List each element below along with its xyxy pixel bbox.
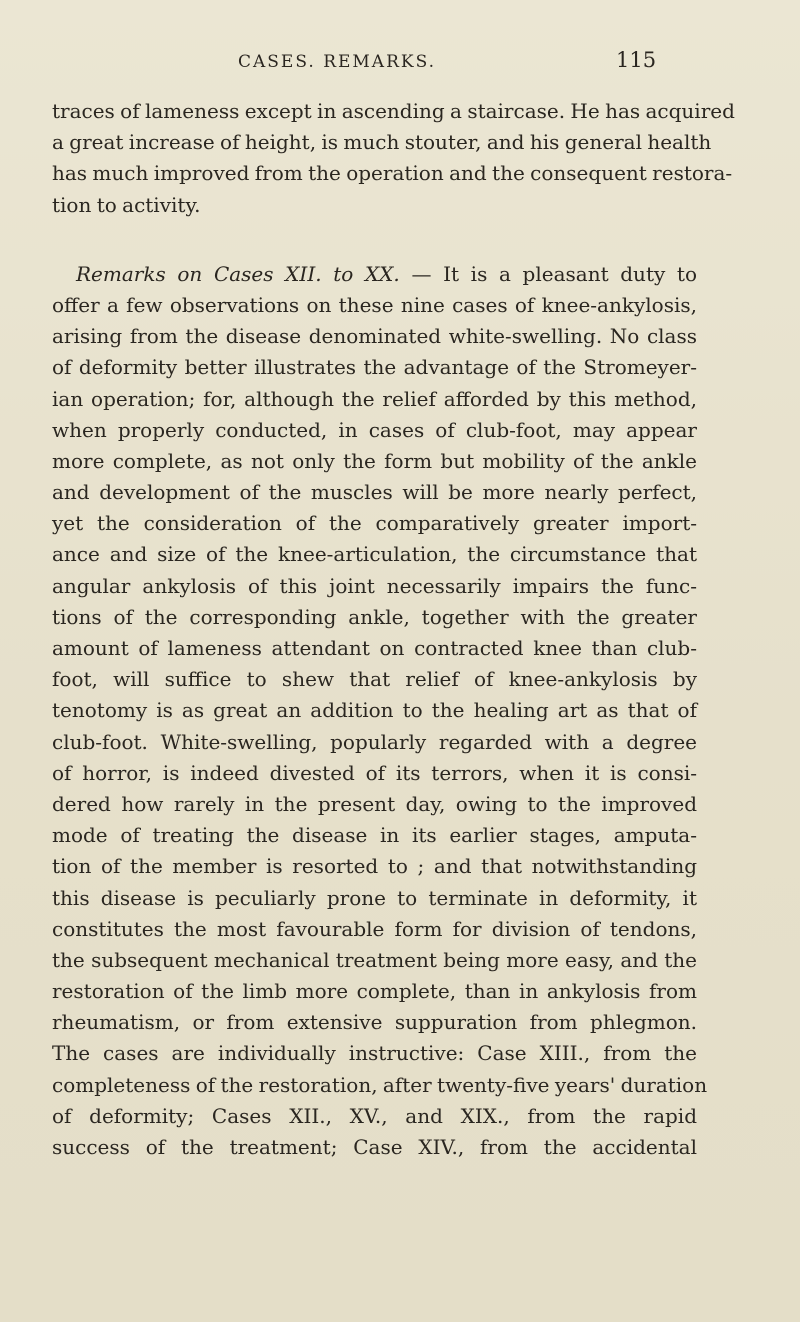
text-line: amount of lameness attendant on contracted knee than club- xyxy=(52,636,697,660)
text-line: tenotomy is as great an addition to the healing art as that of xyxy=(52,698,697,723)
text-line: a great increase of height, is much stouter, and his general health xyxy=(52,130,712,155)
text-line: ance and size of the knee-articulation, the circumstance that xyxy=(52,542,697,567)
paragraph-gap xyxy=(52,221,697,259)
text-line: dered how rarely in the present day, owing to the improved xyxy=(52,791,697,816)
text-line: when properly conducted, in cases of club-foot, may appear xyxy=(52,417,697,442)
body-text xyxy=(52,96,735,1163)
text-line: restoration of the limb more complete, than in ankylosis from xyxy=(52,979,697,1004)
text-line: and development of the muscles will be more nearly perfect, xyxy=(52,480,697,505)
text-line: offer a few observations on these nine cases of knee-ankylosis, xyxy=(52,292,697,317)
text-line: yet the consideration of the comparatively greater import- xyxy=(52,511,697,536)
text-line: completeness of the restoration, after twenty-five years' duration xyxy=(52,1072,708,1097)
text-line: constitutes the most favourable form for division of tendons, xyxy=(52,916,697,941)
running-head: CASES. REMARKS. xyxy=(238,52,437,72)
page-number: 115 xyxy=(616,48,657,72)
text-line: rheumatism, or from extensive suppuration from phlegmon. xyxy=(52,1010,697,1035)
text-line: club-foot. White-swelling, popularly regarded with a degree xyxy=(52,729,697,754)
text-line: mode of treating the disease in its earlier stages, amputa- xyxy=(52,823,697,848)
text-line: arising from the disease denominated white-swelling. No class xyxy=(52,324,697,349)
text-line: angular ankylosis of this joint necessarily impairs the func- xyxy=(52,573,697,598)
text-line: of horror, is indeed divested of its terrors, when it is consi- xyxy=(52,760,697,785)
text-line: ian operation; for, although the relief afforded by this method, xyxy=(52,386,697,411)
text-line: success of the treatment; Case XIV., from the accidental xyxy=(52,1135,697,1159)
text-line: of deformity better illustrates the advantage of the Stromeyer- xyxy=(52,355,697,380)
remarks-first-line-text: — It is a pleasant duty to xyxy=(411,261,697,286)
text-line: has much improved from the operation and the consequent restora- xyxy=(52,161,733,186)
text-line: the subsequent mechanical treatment being more easy, and the xyxy=(52,947,697,972)
text-line: tion of the member is resorted to ; and that notwithstanding xyxy=(52,854,697,879)
text-line: of deformity; Cases XII., XV., and XIX., from the rapid xyxy=(52,1103,697,1128)
text-line: this disease is peculiarly prone to terminate in deformity, it xyxy=(52,885,697,910)
text-line: The cases are individually instructive: Case XIII., from the xyxy=(52,1041,697,1066)
remarks-first-line xyxy=(52,259,697,290)
text-line: tions of the corresponding ankle, together with the greater xyxy=(52,604,697,629)
page-header xyxy=(0,48,800,78)
text-line: tion to activity. xyxy=(52,192,201,217)
text-line: foot, will suffice to shew that relief of knee-ankylosis by xyxy=(52,667,697,692)
remarks-heading: Remarks on Cases XII. to XX. xyxy=(76,261,400,286)
text-line: more complete, as not only the form but mobility of the ankle xyxy=(52,448,697,473)
text-line: traces of lameness except in ascending a staircase. He has acquired xyxy=(52,99,735,123)
